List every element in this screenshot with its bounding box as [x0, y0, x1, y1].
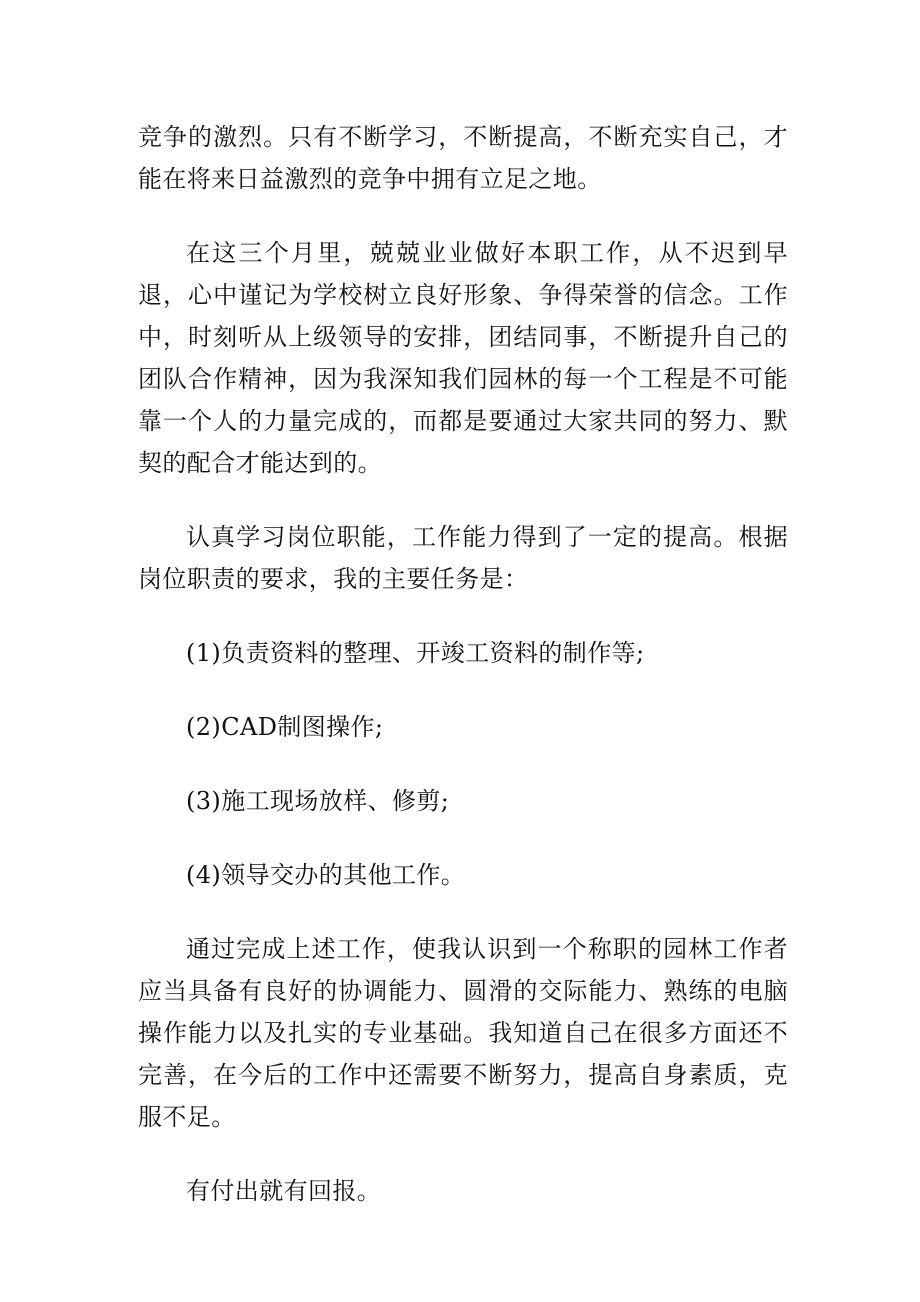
paragraph-conclusion: 有付出就有回报。 [186, 1177, 382, 1205]
task-item-1: (1)负责资料的整理、开竣工资料的制作等; [186, 639, 645, 667]
paragraph-reflection: 通过完成上述工作，使我认识到一个称职的园林工作者应当具备有良好的协调能力、圆滑的交际能力、熟练的电脑操作能力以及扎实的专业基础。我知道自己在很多方面还不完善，在今后的工作中还需要不断努力，提高自身素质，克服不足。 [138, 935, 788, 1131]
task-item-4: (4)领导交办的其他工作。 [186, 861, 466, 889]
document-body [138, 116, 788, 1244]
paragraph-continuation: 竞争的激烈。只有不断学习，不断提高，不断充实自己，才能在将来日益激烈的竞争中拥有立足之地。 [138, 123, 788, 193]
paragraph-job-duties: 认真学习岗位职能，工作能力得到了一定的提高。根据岗位职责的要求，我的主要任务是： [138, 523, 788, 593]
paragraph-work-attitude: 在这三个月里，兢兢业业做好本职工作，从不迟到早退，心中谨记为学校树立良好形象、争得荣誉的信念。工作中，时刻听从上级领导的安排，团结同事，不断提升自己的团队合作精神，因为我深知我们园林的每一个工程是不可能靠一个人的力量完成的，而都是要通过大家共同的努力、默契的配合才能达到的。 [138, 239, 788, 477]
task-item-3: (3)施工现场放样、修剪; [186, 787, 450, 815]
task-item-2: (2)CAD制图操作; [186, 713, 384, 741]
